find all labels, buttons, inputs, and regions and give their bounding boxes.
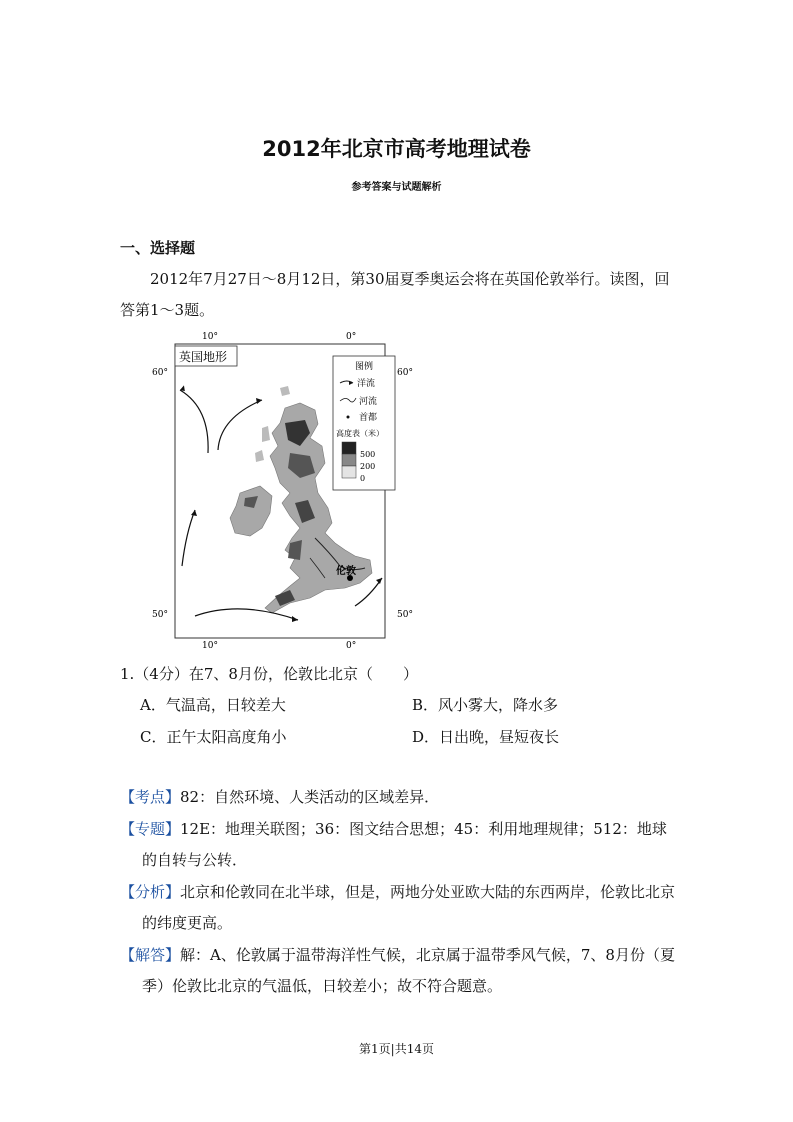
option-d[interactable]: D．日出晚，昼短夜长 (412, 728, 560, 746)
legend-current: 洋流 (357, 379, 376, 389)
elevation-title: 高度表（米） (336, 429, 384, 438)
jieda-tag: 【解答】 (120, 946, 181, 964)
jieda-text: 解：A、伦敦属于温带海洋性气候，北京属于温带季风气候，7、8月份（夏季）伦敦比北京的气温低，日较差小；故不符合题意。 (142, 946, 675, 995)
fenxi-text: 北京和伦敦同在北半球，但是，两地分处亚欧大陆的东西两岸，伦敦比北京的纬度更高。 (142, 883, 676, 932)
kaodian-row (120, 782, 680, 813)
uk-terrain-map (150, 328, 413, 652)
kaodian-text: 82：自然环境、人类活动的区域差异． (180, 788, 440, 806)
lat-label-60-right: 60° (397, 368, 413, 378)
section-heading: 一、选择题 (120, 239, 196, 257)
jieda-row (120, 940, 680, 1002)
lat-label-60-left: 60° (152, 368, 168, 378)
zhuanti-row (120, 814, 680, 876)
option-a[interactable]: A．气温高，日较差大 (140, 696, 286, 714)
elevation-200: 200 (360, 462, 376, 471)
lon-label-0-bottom: 0° (346, 641, 357, 651)
zhuanti-text: 12E：地理关联图；36：图文结合思想；45：利用地理规律；512：地球的自转与公转． (142, 820, 667, 869)
question-stem: 1.（4分）在7、8月份，伦敦比北京（ ） (120, 665, 418, 683)
page-subtitle: 参考答案与试题解析 (351, 182, 442, 193)
lon-label-10: 10° (202, 332, 218, 342)
elevation-0: 0 (360, 474, 366, 483)
kaodian-tag: 【考点】 (120, 788, 181, 806)
elevation-500: 500 (360, 450, 376, 459)
legend-capital: 首都 (359, 413, 378, 423)
map-title: 英国地形 (179, 350, 228, 364)
london-label: 伦敦 (336, 566, 356, 577)
legend-river: 河流 (359, 397, 378, 407)
zhuanti-tag: 【专题】 (120, 820, 181, 838)
option-b[interactable]: B．风小雾大，降水多 (412, 696, 559, 714)
fenxi-row (120, 877, 680, 939)
page-footer: 第1页|共14页 (359, 1042, 434, 1056)
page-title: 2012年北京市高考地理试卷 (262, 137, 531, 161)
fenxi-tag: 【分析】 (120, 883, 181, 901)
legend-title: 图例 (355, 362, 374, 372)
option-c[interactable]: C．正午太阳高度角小 (140, 728, 287, 746)
lat-label-50-right: 50° (397, 610, 413, 620)
intro-paragraph: 2012年7月27日～8月12日，第30届夏季奥运会将在英国伦敦举行。读图，回答第1～3题。 (120, 270, 670, 319)
lon-label-10-bottom: 10° (202, 641, 218, 651)
lat-label-50-left: 50° (152, 610, 168, 620)
lon-label-0-top: 0° (346, 332, 357, 342)
